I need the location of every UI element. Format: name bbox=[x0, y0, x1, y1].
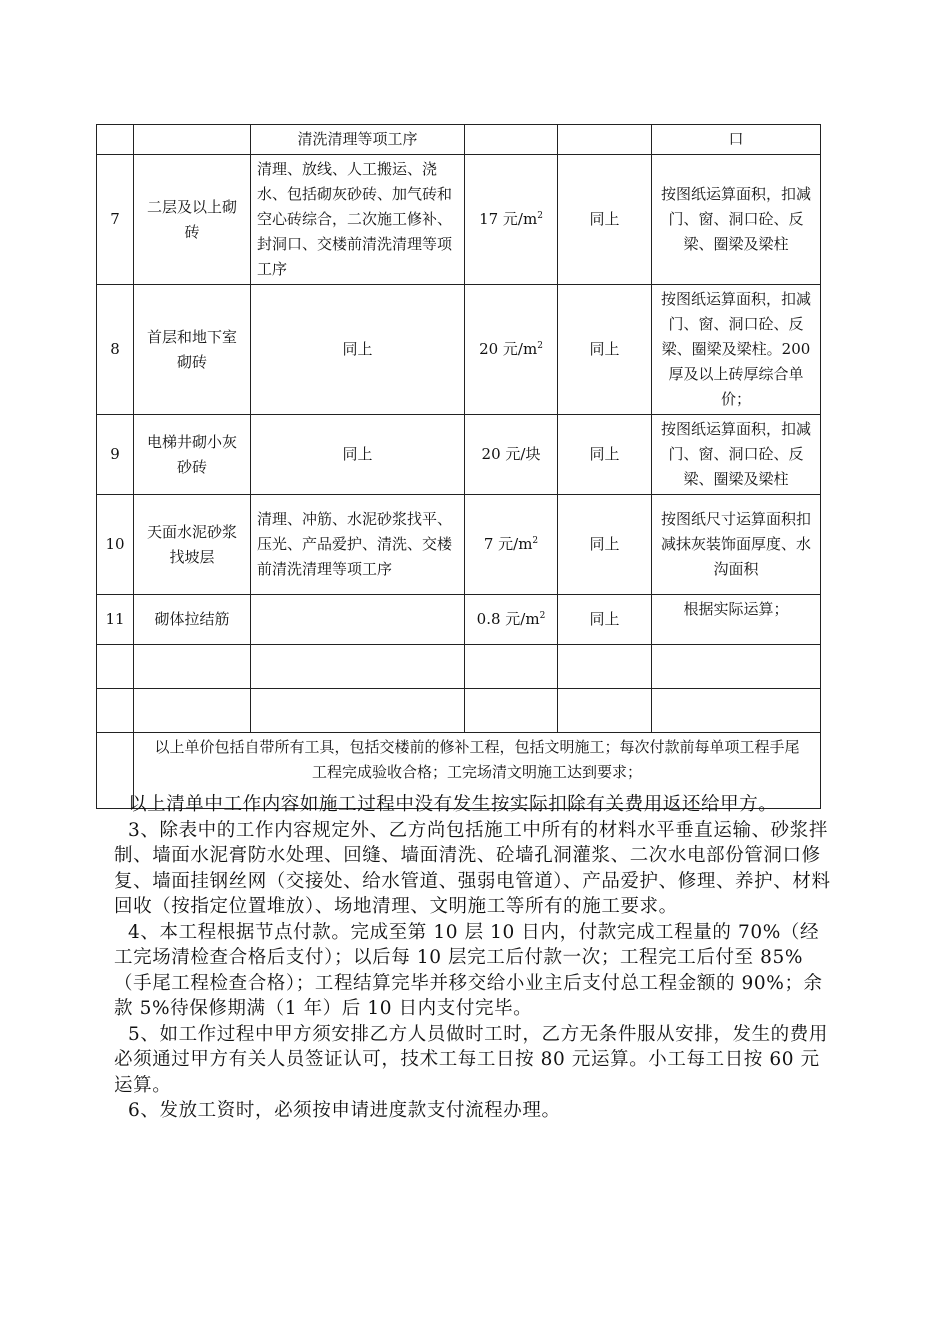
cell-process: 清理、放线、人工搬运、浇水、包括砌灰砂砖、加气砖和空心砖综合，二次施工修补、封洞口、交楼前清洗清理等项工序 bbox=[251, 155, 465, 285]
cell-process: 清理、冲筋、水泥砂浆找平、压光、产品爱护、清洗、交楼前清洗清理等项工序 bbox=[251, 495, 465, 595]
price-text: 7 元/m bbox=[483, 535, 533, 553]
price-text: 0.8 元/m bbox=[476, 610, 540, 628]
cell-price bbox=[465, 595, 558, 645]
price-table bbox=[96, 124, 821, 809]
price-unit-exponent: 2 bbox=[532, 536, 539, 546]
cell-item: 二层及以上砌砖 bbox=[134, 155, 251, 285]
cell-no: 11 bbox=[97, 595, 134, 645]
cell-item: 电梯井砌小灰砂砖 bbox=[134, 415, 251, 495]
cell-price: 20 元/块 bbox=[465, 415, 558, 495]
table-row bbox=[97, 155, 821, 285]
cell-item: 首层和地下室砌砖 bbox=[134, 285, 251, 415]
cell-price bbox=[465, 285, 558, 415]
cell-item bbox=[134, 125, 251, 155]
table-row bbox=[97, 415, 821, 495]
footer-note: 以上单价包括自带所有工具，包括交楼前的修补工程，包括文明施工；每次付款前每单项工程手尾工程完成验收合格；工完场清文明施工达到要求； bbox=[134, 733, 821, 809]
paragraph: 以上清单中工作内容如施工过程中没有发生按实际扣除有关费用返还给甲方。 bbox=[128, 794, 778, 815]
price-unit-exponent: 2 bbox=[539, 611, 546, 621]
cell-same: 同上 bbox=[558, 415, 652, 495]
body-text bbox=[114, 792, 836, 1124]
cell-no: 9 bbox=[97, 415, 134, 495]
paragraph: 6、发放工资时，必须按申请进度款支付流程办理。 bbox=[128, 1100, 561, 1121]
price-text: 17 元/m bbox=[479, 210, 538, 228]
cell-no: 7 bbox=[97, 155, 134, 285]
cell-no bbox=[97, 125, 134, 155]
table-row-empty bbox=[97, 689, 821, 733]
paragraph: 4、本工程根据节点付款。完成至第 10 层 10 日内，付款完成工程量的 70%（经工完场清检查合格后支付）；以后每 10 层完工后付款一次；工程完工后付至 85%（手尾工程检查合格）；工程结算完毕并移交给小业主后支付总工程金额的 90%；余款 5%待保修期满（1 年）后 10 日内支付完毕。 bbox=[114, 921, 823, 1019]
table-row-empty bbox=[97, 645, 821, 689]
price-unit-exponent: 2 bbox=[537, 211, 543, 221]
table-row-continued bbox=[97, 125, 821, 155]
cell-price bbox=[465, 125, 558, 155]
cell-notes: 按图纸运算面积，扣减门、窗、洞口砼、反梁、圈梁及梁柱 bbox=[652, 415, 821, 495]
cell-notes: 按图纸运算面积，扣减门、窗、洞口砼、反梁、圈梁及梁柱 bbox=[652, 155, 821, 285]
cell-same: 同上 bbox=[558, 155, 652, 285]
table-row bbox=[97, 495, 821, 595]
cell-no: 8 bbox=[97, 285, 134, 415]
price-unit-exponent: 2 bbox=[537, 341, 543, 351]
price-text: 20 元/m bbox=[479, 340, 538, 358]
cell-notes: 口 bbox=[652, 125, 821, 155]
cell-same bbox=[558, 125, 652, 155]
cell-same: 同上 bbox=[558, 495, 652, 595]
table-row bbox=[97, 595, 821, 645]
paragraph: 3、除表中的工作内容规定外、乙方尚包括施工中所有的材料水平垂直运输、砂浆拌制、墙面水泥膏防水处理、回缝、墙面清洗、砼墙孔洞灌浆、二次水电部份管洞口修复、墙面挂钢丝网（交接处、给水管道、强弱电管道）、产品爱护、修理、养护、材料回收（按指定位置堆放）、场地清理、文明施工等所有的施工要求。 bbox=[114, 819, 831, 917]
cell-process: 同上 bbox=[251, 285, 465, 415]
cell-process: 清洗清理等项工序 bbox=[251, 125, 465, 155]
cell-price bbox=[465, 155, 558, 285]
cell-item: 砌体拉结筋 bbox=[134, 595, 251, 645]
cell-notes: 按图纸尺寸运算面积扣减抹灰装饰面厚度、水沟面积 bbox=[652, 495, 821, 595]
table-row bbox=[97, 285, 821, 415]
cell-process bbox=[251, 595, 465, 645]
cell-process: 同上 bbox=[251, 415, 465, 495]
cell-notes: 根据实际运算； bbox=[652, 595, 821, 645]
cell-price bbox=[465, 495, 558, 595]
cell-notes: 按图纸运算面积，扣减门、窗、洞口砼、反梁、圈梁及梁柱。200 厚及以上砖厚综合单价； bbox=[652, 285, 821, 415]
cell-item: 天面水泥砂浆找坡层 bbox=[134, 495, 251, 595]
cell-same: 同上 bbox=[558, 595, 652, 645]
cell-no: 10 bbox=[97, 495, 134, 595]
paragraph: 5、如工作过程中甲方须安排乙方人员做时工时，乙方无条件服从安排，发生的费用必须通过甲方有关人员签证认可，技术工每工日按 80 元运算。小工每工日按 60 元运算。 bbox=[114, 1023, 828, 1096]
cell-same: 同上 bbox=[558, 285, 652, 415]
